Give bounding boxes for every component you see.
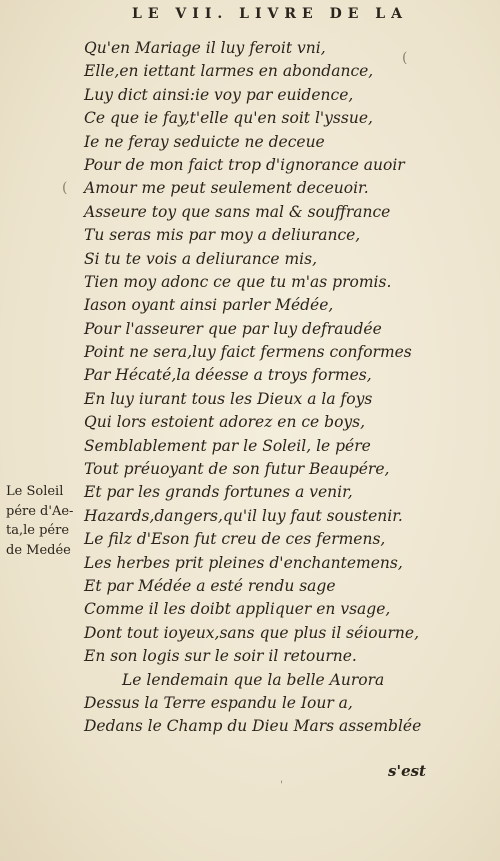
- verse-line: Dedans le Champ du Dieu Mars assemblée: [84, 717, 422, 736]
- verse-line: Amour me peut seulement deceuoir.: [84, 179, 369, 198]
- verse-line: Le filz d'Eson fut creu de ces fermens,: [84, 530, 386, 549]
- verse-line: Semblablement par le Soleil, le pére: [84, 436, 371, 455]
- verse-line: Les herbes prit pleines d'enchantemens,: [84, 553, 403, 572]
- verse-line: Iason oyant ainsi parler Médée,: [84, 296, 334, 315]
- verse-line: En son logis sur le soir il retourne.: [84, 647, 357, 666]
- verse-line: Ie ne feray seduicte ne deceue: [84, 132, 325, 151]
- verse-line: Elle,en iettant larmes en abondance,: [84, 62, 374, 81]
- margin-note-line: Le Soleil: [6, 484, 64, 499]
- margin-note-line: pére d'Ae-: [6, 503, 74, 519]
- verse-line: Et par les grands fortunes a venir,: [84, 483, 353, 502]
- verse-line: Qui lors estoient adorez en ce boys,: [84, 413, 366, 432]
- verse-line: Et par Médée a esté rendu sage: [84, 576, 336, 595]
- verse-line: Qu'en Mariage il luy feroit vni,: [84, 39, 326, 57]
- verse-line: Comme il les doibt appliquer en vsage,: [84, 600, 391, 619]
- margin-note: [6, 482, 84, 560]
- catchword: s'est: [388, 762, 426, 780]
- verse-line: Dont tout ioyeux,sans que plus il séiourne,: [84, 623, 420, 642]
- verse-line: Tu seras mis par moy a deliurance,: [84, 226, 361, 245]
- verse-line: Le lendemain que la belle Aurora: [122, 670, 385, 689]
- verse-line: Tout préuoyant de son futur Beaupére,: [84, 460, 390, 479]
- ink-mark: (: [402, 50, 408, 66]
- verse-line: Ce que ie fay,t'elle qu'en soit l'yssue,: [84, 109, 373, 128]
- poem-text: [84, 37, 494, 739]
- margin-note-line: de Medée: [6, 542, 71, 558]
- margin-note-line: ta,le pére: [6, 523, 70, 538]
- ink-mark: (: [62, 180, 68, 196]
- verse-line: Tien moy adonc ce que tu m'as promis.: [84, 272, 392, 291]
- verse-line: Hazards,dangers,qu'il luy faut soustenir.: [84, 506, 403, 525]
- verse-line: Par Hécaté,la déesse a troys formes,: [84, 366, 372, 385]
- verse-line: Pour de mon faict trop d'ignorance auoir: [84, 155, 405, 174]
- verse-line: En luy iurant tous les Dieux a la foys: [84, 389, 373, 408]
- ink-mark: ': [280, 780, 283, 791]
- running-header: LE VII. LIVRE DE LA: [132, 6, 408, 22]
- verse-line: Luy dict ainsi:ie voy par euidence,: [84, 85, 354, 104]
- verse-line: Pour l'asseurer que par luy defraudée: [84, 319, 382, 338]
- verse-line: Asseure toy que sans mal & souffrance: [84, 202, 391, 221]
- verse-line: Dessus la Terre espandu le Iour a,: [84, 693, 353, 712]
- verse-line: Point ne sera,luy faict fermens conformes: [84, 343, 412, 362]
- verse-line: Si tu te vois a deliurance mis,: [84, 249, 318, 268]
